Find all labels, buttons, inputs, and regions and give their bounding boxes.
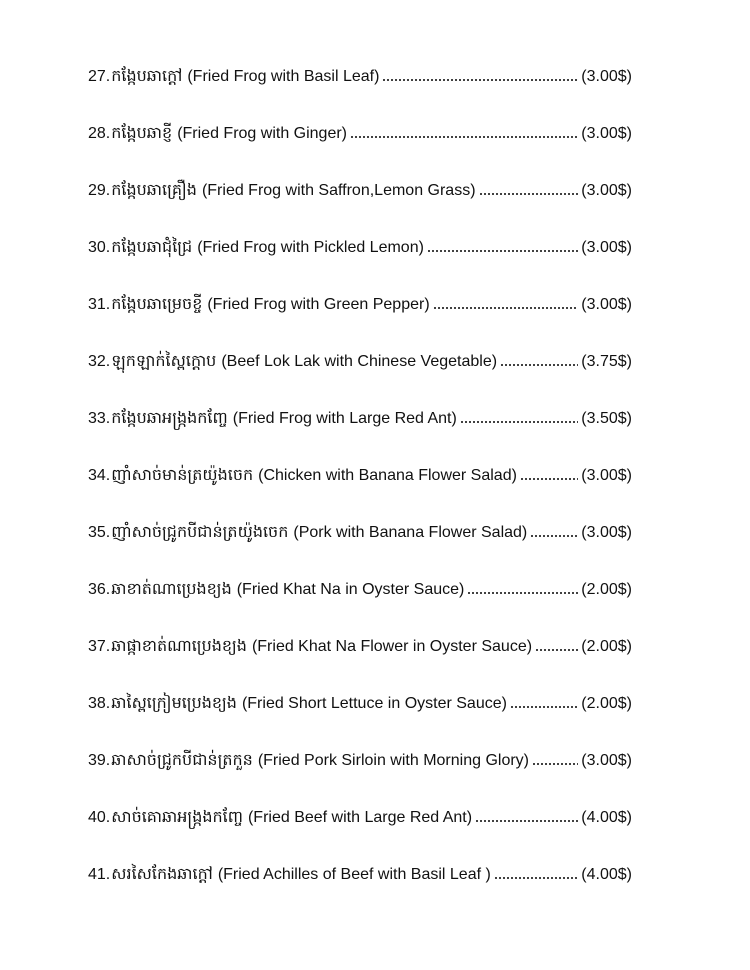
item-khmer-name: ឆាខាត់ណាប្រេងខ្យង (111, 580, 232, 598)
item-number: 31. (88, 295, 111, 313)
item-english-name: (Fried Frog with Basil Leaf) (187, 67, 380, 85)
item-khmer-name: ញាំសាច់មាន់ត្រយ៉ូងចេក (111, 466, 254, 484)
item-number: 30. (88, 238, 111, 256)
item-khmer-name: ឆាផ្កាខាត់ណាប្រេងខ្យង (111, 637, 247, 655)
item-price: (2.00$) (581, 694, 632, 712)
dot-leader (530, 534, 578, 538)
dot-leader (494, 876, 578, 880)
item-number: 36. (88, 580, 111, 598)
menu-item-39 (88, 732, 632, 789)
item-english-name: (Fried Frog with Large Red Ant) (232, 409, 457, 427)
item-khmer-name: កង្កែបឆាខ្ញី (111, 124, 173, 142)
menu-item-27 (88, 48, 632, 105)
dot-leader (350, 135, 578, 139)
item-price: (3.00$) (581, 124, 632, 142)
item-english-name: (Fried Frog with Green Pepper) (207, 295, 430, 313)
item-price: (3.00$) (581, 181, 632, 199)
item-number: 34. (88, 466, 111, 484)
menu-list (88, 48, 632, 903)
item-price: (3.00$) (581, 751, 632, 769)
dot-leader (467, 591, 578, 595)
item-number: 39. (88, 751, 111, 769)
item-english-name: (Fried Khat Na in Oyster Sauce) (236, 580, 465, 598)
item-khmer-name: សាច់គោឆាអង្ក្រងកញ្ចែ (111, 808, 243, 826)
item-khmer-name: ឆាស្ពៃក្រៀមប្រេងខ្យង (111, 694, 237, 712)
item-khmer-name: កង្កែបឆាគ្រឿង (111, 181, 197, 199)
menu-item-37 (88, 618, 632, 675)
item-khmer-name: ឡុកឡាក់ស្ពៃក្តោប (111, 352, 217, 370)
item-number: 35. (88, 523, 111, 541)
item-english-name: (Fried Beef with Large Red Ant) (247, 808, 473, 826)
item-english-name: (Fried Khat Na Flower in Oyster Sauce) (251, 637, 533, 655)
item-price: (3.00$) (581, 523, 632, 541)
item-english-name: (Fried Short Lettuce in Oyster Sauce) (241, 694, 507, 712)
dot-leader (510, 705, 578, 709)
item-price: (3.00$) (581, 295, 632, 313)
item-price: (3.00$) (581, 67, 632, 85)
dot-leader (460, 420, 578, 424)
item-price: (3.00$) (581, 238, 632, 256)
item-english-name: (Beef Lok Lak with Chinese Vegetable) (221, 352, 498, 370)
item-khmer-name: កង្កែបឆាម្រេចខ្ចី (111, 295, 203, 313)
menu-item-36 (88, 561, 632, 618)
menu-item-35 (88, 504, 632, 561)
item-english-name: (Fried Achilles of Beef with Basil Leaf ) (217, 865, 491, 883)
menu-item-38 (88, 675, 632, 732)
item-price: (3.00$) (581, 466, 632, 484)
menu-item-41 (88, 846, 632, 903)
dot-leader (479, 192, 579, 196)
item-price: (2.00$) (581, 580, 632, 598)
dot-leader (427, 249, 578, 253)
item-number: 28. (88, 124, 111, 142)
dot-leader (433, 306, 579, 310)
dot-leader (475, 819, 578, 823)
menu-item-33 (88, 390, 632, 447)
menu-item-28 (88, 105, 632, 162)
dot-leader (382, 78, 578, 82)
menu-item-40 (88, 789, 632, 846)
item-khmer-name: កង្កែបឆាក្តៅ (111, 67, 183, 85)
item-english-name: (Chicken with Banana Flower Salad) (258, 466, 517, 484)
menu-item-30 (88, 219, 632, 276)
dot-leader (535, 648, 578, 652)
item-english-name: (Pork with Banana Flower Salad) (293, 523, 528, 541)
dot-leader (500, 363, 578, 367)
item-price: (2.00$) (581, 637, 632, 655)
item-khmer-name: កង្កែបឆាអង្ក្រងកញ្ចែ (111, 409, 228, 427)
item-price: (3.50$) (581, 409, 632, 427)
menu-item-32 (88, 333, 632, 390)
dot-leader (520, 477, 578, 481)
menu-item-29 (88, 162, 632, 219)
item-number: 27. (88, 67, 111, 85)
item-khmer-name: កង្កែបឆាជុំជ្រៃ (111, 238, 193, 256)
item-english-name: (Fried Frog with Ginger) (177, 124, 348, 142)
item-english-name: (Fried Frog with Saffron,Lemon Grass) (201, 181, 476, 199)
menu-item-31 (88, 276, 632, 333)
item-khmer-name: ឆាសាច់ជ្រូកបីជាន់ត្រកួន (111, 751, 253, 769)
item-price: (3.75$) (581, 352, 632, 370)
item-english-name: (Fried Frog with Pickled Lemon) (197, 238, 424, 256)
item-number: 41. (88, 865, 111, 883)
item-number: 38. (88, 694, 111, 712)
item-price: (4.00$) (581, 865, 632, 883)
item-number: 29. (88, 181, 111, 199)
item-number: 37. (88, 637, 111, 655)
item-khmer-name: សរសៃកែងឆាក្តៅ (111, 865, 213, 883)
item-number: 40. (88, 808, 111, 826)
item-price: (4.00$) (581, 808, 632, 826)
menu-item-34 (88, 447, 632, 504)
item-khmer-name: ញាំសាច់ជ្រូកបីជាន់ត្រយ៉ូងចេក (111, 523, 289, 541)
item-number: 33. (88, 409, 111, 427)
dot-leader (532, 762, 578, 766)
item-number: 32. (88, 352, 111, 370)
item-english-name: (Fried Pork Sirloin with Morning Glory) (257, 751, 529, 769)
